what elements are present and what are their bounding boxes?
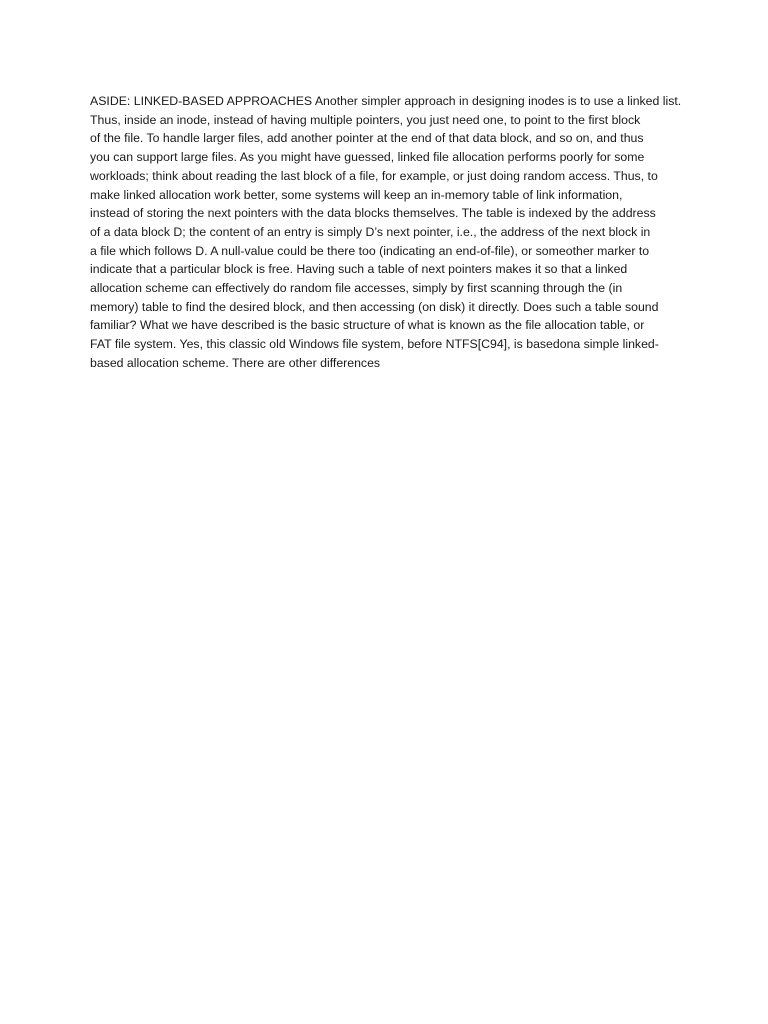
text-line-15: based allocation scheme. There are other differences [90,355,381,370]
text-line-14: FAT file system. Yes, this classic old Windows file system, before NTFS[C94], is basedona simple linked- [90,337,659,352]
text-line-6: make linked allocation work better, some systems will keep an in-memory table of link information, [90,187,623,202]
text-line-11: allocation scheme can effectively do random file accesses, simply by first scanning through the (in [90,281,623,296]
text-line-13: familiar? What we have described is the basic structure of what is known as the file allocation table, or [90,318,645,333]
body-paragraph [90,92,682,373]
text-line-5: workloads; think about reading the last block of a file, for example, or just doing random access. Thus, to [90,168,658,183]
text-line-8: of a data block D; the content of an entry is simply D’s next pointer, i.e., the address of the next block in [90,224,651,239]
text-line-4: you can support large files. As you might have guessed, linked file allocation performs poorly for some [90,150,645,165]
text-line-3: of the file. To handle larger files, add another pointer at the end of that data block, and so on, and thus [90,131,644,146]
text-line-9: a file which follows D. A null-value could be there too (indicating an end-of-file), or someother marker to [90,243,650,258]
text-line-10: indicate that a particular block is free. Having such a table of next pointers makes it so that a linked [90,262,628,277]
text-line-7: instead of storing the next pointers with the data blocks themselves. The table is indexed by the address [90,206,656,221]
text-line-12: memory) table to find the desired block, and then accessing (on disk) it directly. Does such a table sound [90,299,659,314]
text-line-1: ASIDE: LINKED-BASED APPROACHES Another simpler approach in designing inodes is to use a linked list. [90,94,682,108]
text-line-2: Thus, inside an inode, instead of having multiple pointers, you just need one, to point to the first block [90,112,641,127]
